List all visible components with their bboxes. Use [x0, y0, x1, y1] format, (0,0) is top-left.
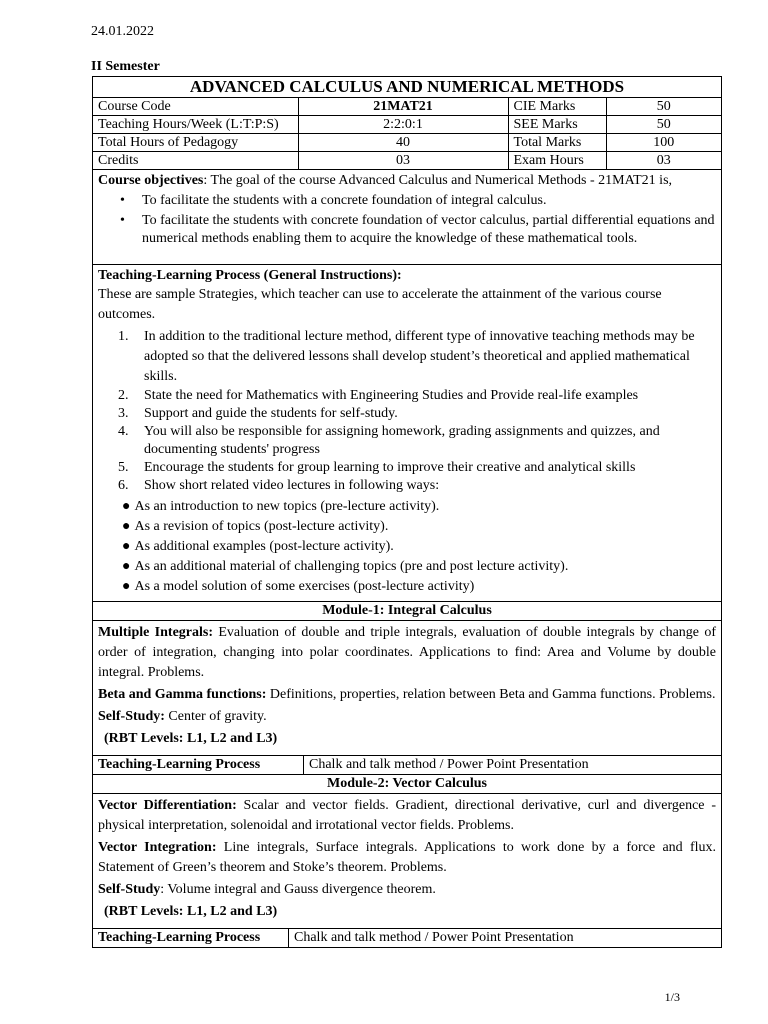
info-label: CIE Marks: [508, 98, 606, 116]
list-item: 1. In addition to the traditional lecture method, different type of innovative teaching methods may be adopted so that the delivered lessons shall develop student’s theoretical and applied mathematical skills.: [118, 329, 695, 384]
list-item: 2. State the need for Mathematics with Engineering Studies and Provide real-life examples: [118, 388, 639, 403]
section-heading: Teaching-Learning Process (General Instructions):: [98, 268, 402, 283]
objectives-label: Course objectives: [98, 173, 204, 188]
strategy-list: [98, 327, 716, 495]
syllabus-table: [92, 76, 722, 948]
list-item: ● As a revision of topics (post-lecture activity).: [122, 519, 389, 534]
info-row: [93, 134, 721, 152]
objectives-intro: : The goal of the course Advanced Calculus and Numerical Methods - 21MAT21 is,: [203, 173, 673, 188]
info-label: Credits: [93, 152, 298, 170]
course-info-table: [93, 98, 721, 169]
video-ways-list: [98, 497, 716, 597]
info-row: [93, 98, 721, 116]
list-item: 4. You will also be responsible for assigning homework, grading assignments and quizzes, and documenting students' progress: [118, 424, 660, 457]
module2-tlp-row: [93, 929, 722, 948]
module1-heading: Module-1: Integral Calculus: [93, 602, 722, 621]
module2-heading: Module-2: Vector Calculus: [93, 775, 722, 794]
teaching-learning-section: [93, 265, 722, 602]
tlp-value: Chalk and talk method / Power Point Presentation: [294, 930, 574, 945]
rbt-levels: (RBT Levels: L1, L2 and L3): [104, 731, 278, 746]
course-objectives-section: [93, 170, 722, 265]
info-value: 100: [606, 134, 721, 152]
document-date: 24.01.2022: [91, 24, 154, 39]
tlp-label: Teaching-Learning Process: [93, 756, 304, 774]
list-item: ● As an additional material of challenging topics (pre and post lecture activity).: [122, 559, 569, 574]
objectives-list: [98, 192, 716, 248]
info-value: 2:2:0:1: [298, 116, 508, 134]
info-label: Teaching Hours/Week (L:T:P:S): [93, 116, 298, 134]
section-intro: These are sample Strategies, which teacher can use to accelerate the attainment of the various course outcomes.: [98, 287, 662, 322]
page-number: 1/3: [664, 990, 680, 1004]
info-label: SEE Marks: [508, 116, 606, 134]
info-label: Course Code: [93, 98, 298, 116]
module1-content: Multiple Integrals: Evaluation of double and triple integrals, evaluation of double integrals by change of order of integration, changing into polar coordinates. Applications to find: Area and Volume by double integral. Problems. Beta and Gamma functions: Definitions, properties, relation between Beta and Gamma functions. Problems. Self-Study: Center of gravity. (RBT Levels: L1, L2 and L3): [93, 621, 722, 756]
info-value: 03: [656, 153, 671, 168]
info-value: 40: [298, 134, 508, 152]
list-item: ● As a model solution of some exercises (post-lecture activity): [122, 579, 475, 594]
tlp-value: Chalk and talk method / Power Point Presentation: [309, 757, 589, 772]
list-item: ● As an introduction to new topics (pre-lecture activity).: [122, 499, 440, 514]
module2-content: Vector Differentiation: Scalar and vector fields. Gradient, directional derivative, curl and divergence - physical interpretation, solenoidal and irrotational vector fields. Problems. Vector Integration: Line integrals, Surface integrals. Applications to work done by a force and flux. Statement of Green’s theorem and Stoke’s theorem. Problems. Self-Study: Volume integral and Gauss divergence theorem. (RBT Levels: L1, L2 and L3): [93, 794, 722, 929]
rbt-levels: (RBT Levels: L1, L2 and L3): [104, 904, 278, 919]
info-value: 50: [606, 98, 721, 116]
list-item: 5. Encourage the students for group learning to improve their creative and analytical skills: [118, 460, 636, 475]
info-label: Total Hours of Pedagogy: [93, 134, 298, 152]
list-item: ● As additional examples (post-lecture activity).: [122, 539, 394, 554]
info-value: 03: [298, 152, 508, 170]
list-item: • To facilitate the students with concrete foundation of vector calculus, partial differential equations and numerical methods enabling them to acquire the knowledge of these mathematical tools.: [98, 212, 716, 248]
info-label: Exam Hours: [508, 152, 606, 170]
list-item: 3. Support and guide the students for self-study.: [118, 406, 398, 421]
course-info-cell: [93, 98, 722, 170]
info-row: [93, 116, 721, 134]
semester-label: II Semester: [91, 59, 160, 74]
tlp-label: Teaching-Learning Process: [93, 929, 289, 947]
module1-tlp-row: [93, 756, 722, 775]
course-code-value: 21MAT21: [298, 98, 508, 116]
info-row: [93, 152, 721, 170]
list-item: • To facilitate the students with a concrete foundation of integral calculus.: [98, 192, 716, 210]
list-item: 6. Show short related video lectures in following ways:: [118, 478, 440, 493]
info-value: 50: [606, 116, 721, 134]
info-label: Total Marks: [508, 134, 606, 152]
course-title: ADVANCED CALCULUS AND NUMERICAL METHODS: [93, 77, 722, 98]
